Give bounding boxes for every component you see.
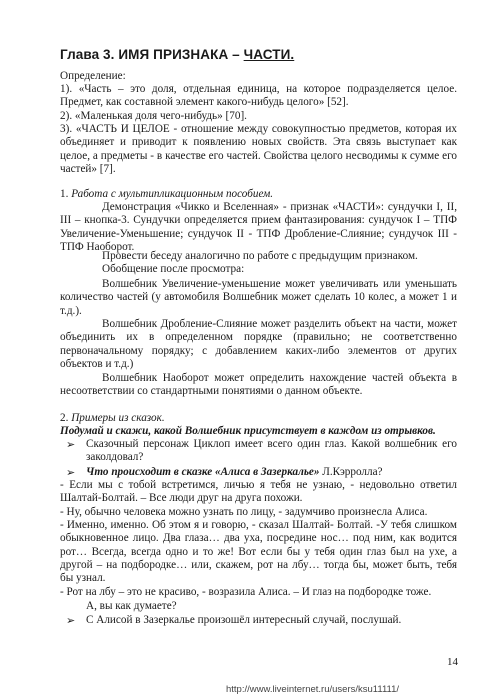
bullet-alice-question-italic: Что происходит в сказке «Алиса в Зазеркалье»: [86, 466, 320, 478]
bullet-alice-question-author: Л.Кэрролла?: [319, 466, 383, 478]
dialogue-line-3: - Именно, именно. Об этом я и говорю, - сказал Шалтай- Болтай. -У тебя слишком обыкновенное лицо. Два глаза… два уха, посредине нос… под ним, как водится рот… Всегда, всегда одно и то же! Вот если бы у тебя один глаз был на ухе, а другой – на подбородке… или, скажем, рот на лбу… тогда бы, может быть, тебя бы узнал.: [60, 519, 457, 585]
arrow-bullet-icon: ➢: [66, 439, 76, 451]
arrow-bullet-icon: ➢: [66, 467, 76, 479]
chapter-title: [60, 47, 294, 62]
footer-url: http://www.liveinternet.ru/users/ksu11111/: [226, 684, 400, 695]
dialogue-line-1: - Если мы с тобой встретимся, личью я тебя не узнаю, - недовольно ответил Шалтай-Болтай. – Все люди друг на друга похожи.: [60, 479, 457, 505]
section-1-paragraph-3: Волшебник Наоборот может определить нахождение частей объекта в несоответствии со стандартными понятиями о данном объекте.: [60, 372, 457, 398]
definition-1: 1). «Часть – это доля, отдельная единица, на которое подразделяется целое. Предмет, как составной элемент какого-нибудь целого» [52].: [60, 83, 457, 109]
section-1-summary: Обобщение после просмотра:: [102, 263, 245, 275]
section-1-number: 1.: [60, 188, 72, 200]
section-1-conversation: Провести беседу аналогично по работе с предыдущим признаком.: [102, 250, 418, 262]
chapter-title-underlined: ЧАСТИ.: [243, 47, 295, 62]
definition-label: Определение:: [60, 70, 126, 82]
reader-question: А, вы как думаете?: [86, 600, 177, 612]
page-number: 14: [447, 656, 458, 668]
definition-3: 3). «ЧАСТЬ И ЦЕЛОЕ - отношение между совокупностью предметов, которая их объединяет и приводит к появлению новых свойств. Эта связь выступает как целое, а предметы - в качестве его частей. Свойства целого несводимы к сумме его частей» [7].: [60, 123, 457, 175]
section-2-title: Примеры из сказок.: [71, 412, 165, 424]
dialogue-line-2: - Ну, обычно человека можно узнать по лицу, - задумчиво произнесла Алиса.: [60, 506, 428, 518]
section-1-title: Работа с мультипликационным пособием.: [71, 188, 274, 200]
definition-2: 2). «Маленькая доля чего-нибудь» [70].: [60, 110, 247, 122]
bullet-alice-question: [86, 466, 466, 479]
dialogue-line-4: - Рот на лбу – это не красиво, - возразила Алиса. – И глаз на подбородке тоже.: [60, 586, 432, 598]
section-2-heading: [60, 412, 460, 425]
bullet-alice-case: С Алисой в Зазеркалье произошёл интересный случай, послушай.: [86, 614, 402, 626]
section-2-task: Подумай и скажи, какой Волшебник присутствует в каждом из отрывков.: [60, 425, 436, 437]
arrow-bullet-icon: ➢: [66, 615, 76, 627]
section-1-paragraph-1: Волшебник Увеличение-уменьшение может увеличивать или уменьшать количество частей (у автомобиля Волшебник может сделать 10 колес, а может 1 и т.д.).: [60, 278, 457, 317]
bullet-cyclops: Сказочный персонаж Циклоп имеет всего один глаз. Какой волшебник его заколдовал?: [86, 438, 457, 464]
section-1-demo: Демонстрация «Чикко и Вселенная» - признак «ЧАСТИ»: сундучки I, II, III – кнопка-3. Сундучки определяется прием фантазирования: сундучок I – ТПФ Увеличение-Уменьшение; сундучок II - ТПФ Дробление-Слияние; сундучок III - ТПФ Наоборот.: [60, 201, 457, 253]
section-2-number: 2.: [60, 412, 72, 424]
section-1-paragraph-2: Волшебник Дробление-Слияние может разделить объект на части, может объединить их в определенном порядке (правильно; не соответственно первоначальному порядку; с добавлением каких-либо элементов от других объектов и т.д.): [60, 318, 457, 370]
section-1-heading: [60, 188, 460, 201]
chapter-title-prefix: Глава 3. ИМЯ ПРИЗНАКА –: [60, 47, 244, 62]
